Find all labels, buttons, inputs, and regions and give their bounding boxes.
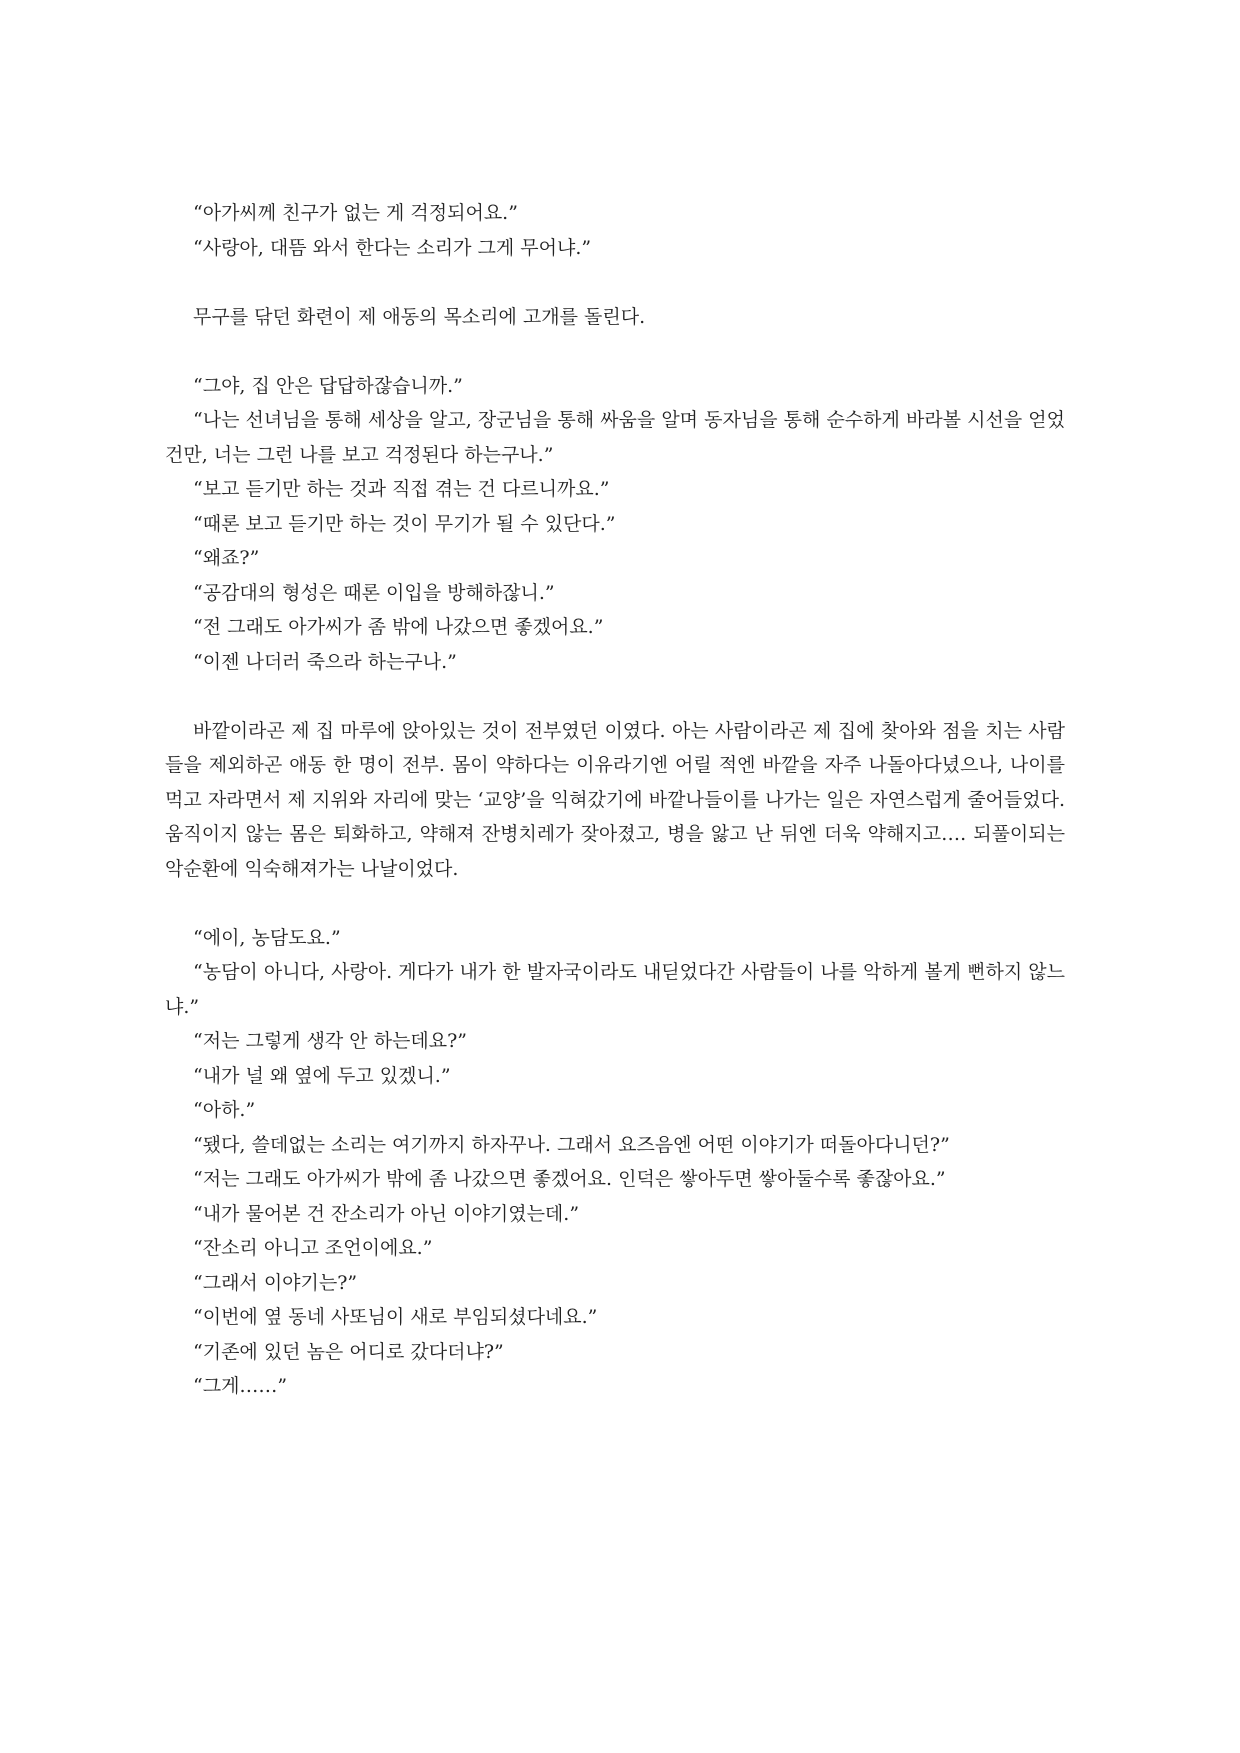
dialogue-line: “전 그래도 아가씨가 좀 밖에 나갔으면 좋겠어요.”: [193, 616, 604, 638]
dialogue-line: “됐다, 쓸데없는 소리는 여기까지 하자꾸나. 그래서 요즈음엔 어떤 이야기가 떠돌아다니던?”: [193, 1133, 950, 1156]
dialogue-line: “그래서 이야기는?”: [193, 1271, 358, 1294]
dialogue-line: “왜죠?”: [193, 547, 260, 569]
dialogue-line: “그게……”: [193, 1375, 288, 1397]
dialogue-line: “나는 선녀님을 통해 세상을 알고, 장군님을 통해 싸움을 알며 동자님을 통해 순수하게 바라볼 시선을 얻었건만, 너는 그런 나를 보고 걱정된다 하는구나.”: [165, 409, 1065, 466]
narration-paragraph: 바깥이라곤 제 집 마루에 앉아있는 것이 전부였던 이였다. 아는 사람이라곤 제 집에 찾아와 점을 치는 사람들을 제외하곤 애동 한 명이 전부. 몸이 약하다는 이유라기엔 어릴 적엔 바깥을 자주 나돌아다녔으나, 나이를 먹고 자라면서 제 지위와 자리에 맞는 ‘교양’을 익혀갔기에 바깥나들이를 나가는 일은 자연스럽게 줄어들었다. 움직이지 않는 몸은 퇴화하고, 약해져 잔병치레가 잦아졌고, 병을 앓고 난 뒤엔 더욱 약해지고…. 되풀이되는 악순환에 익숙해져가는 나날이었다.: [165, 719, 1065, 880]
dialogue-line: “내가 널 왜 옆에 두고 있겠니.”: [193, 1064, 451, 1087]
dialogue-line: “공감대의 형성은 때론 이입을 방해하잖니.”: [193, 581, 555, 604]
narration-paragraph: 무구를 닦던 화련이 제 애동의 목소리에 고개를 돌린다.: [193, 305, 646, 328]
document-body: [165, 196, 1065, 1404]
blank-line: [165, 679, 1065, 714]
dialogue-line: “내가 물어본 건 잔소리가 아닌 이야기였는데.”: [193, 1202, 580, 1225]
dialogue-line: “잔소리 아니고 조언이에요.”: [193, 1237, 433, 1259]
dialogue-line: “저는 그래도 아가씨가 밖에 좀 나갔으면 좋겠어요. 인덕은 쌓아두면 쌓아둘수록 좋잖아요.”: [193, 1168, 946, 1190]
dialogue-line: “보고 듣기만 하는 것과 직접 겪는 건 다르니까요.”: [193, 478, 610, 500]
dialogue-line: “에이, 농담도요.”: [193, 926, 341, 949]
blank-line: [165, 334, 1065, 369]
dialogue-line: “아가씨께 친구가 없는 게 걱정되어요.”: [193, 202, 518, 224]
dialogue-line: “저는 그렇게 생각 안 하는데요?”: [193, 1030, 468, 1052]
dialogue-line: “사랑아, 대뜸 와서 한다는 소리가 그게 무어냐.”: [193, 236, 592, 259]
dialogue-line: “아하.”: [193, 1099, 256, 1121]
dialogue-line: “농담이 아니다, 사랑아. 게다가 내가 한 발자국이라도 내딛었다간 사람들이 나를 악하게 볼게 뻔하지 않느냐.”: [165, 961, 1065, 1018]
dialogue-line: “때론 보고 듣기만 하는 것이 무기가 될 수 있단다.”: [193, 512, 616, 535]
blank-line: [165, 265, 1065, 300]
dialogue-line: “이젠 나더러 죽으라 하는구나.”: [193, 650, 457, 673]
blank-line: [165, 886, 1065, 921]
dialogue-line: “그야, 집 안은 답답하잖습니까.”: [193, 374, 463, 397]
dialogue-line: “기존에 있던 놈은 어디로 갔다더냐?”: [193, 1340, 504, 1363]
dialogue-line: “이번에 옆 동네 사또님이 새로 부임되셨다네요.”: [193, 1306, 598, 1328]
